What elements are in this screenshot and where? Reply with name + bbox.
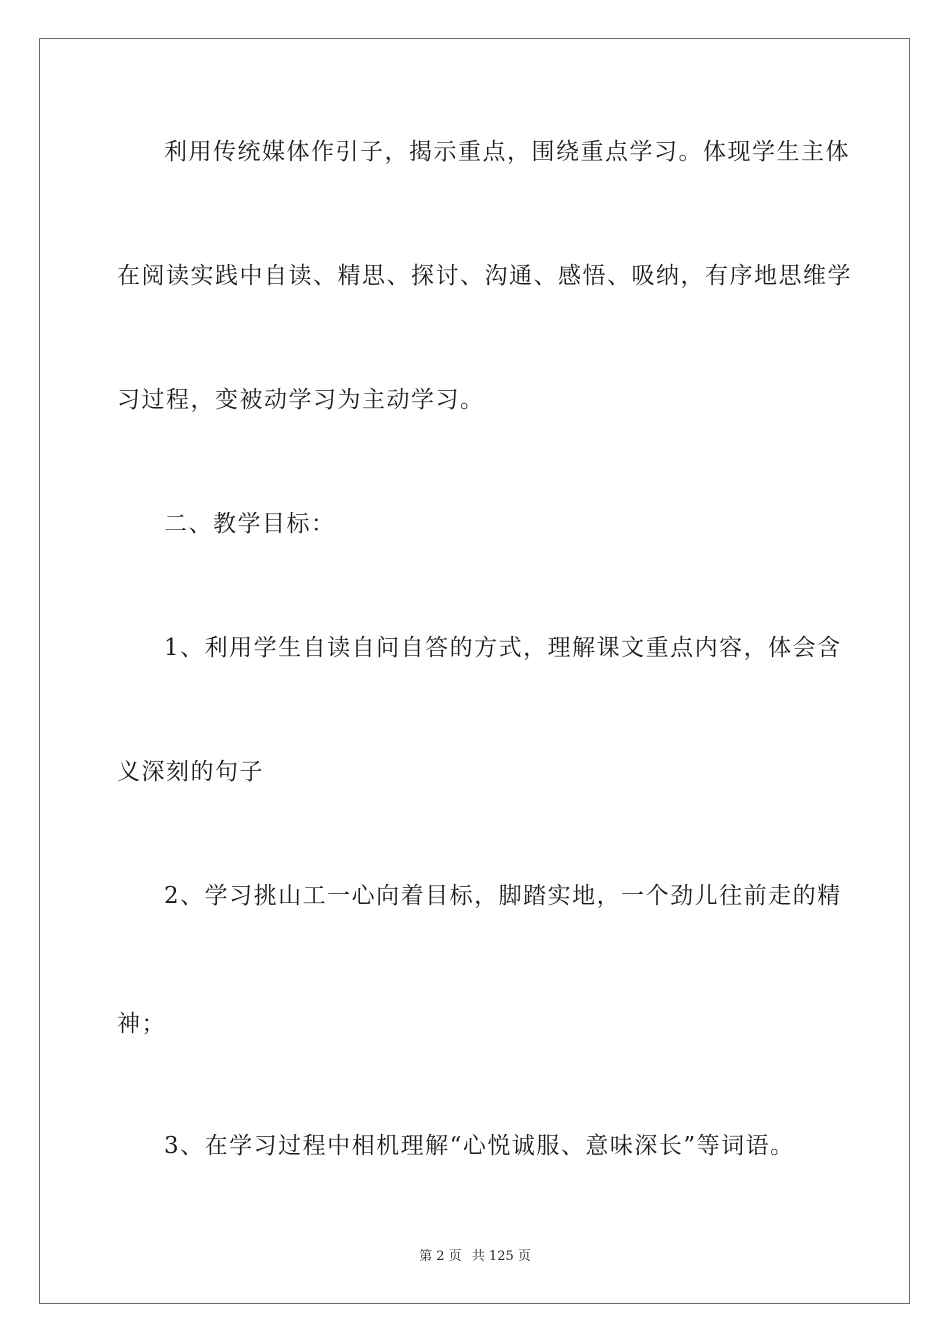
page-number: 第 2 页 <box>419 1249 462 1264</box>
paragraph-line-1: 利用传统媒体作引子，揭示重点，围绕重点学习。体现学生主体 <box>164 139 850 165</box>
paragraph-line-2: 在阅读实践中自读、精思、探讨、沟通、感悟、吸纳，有序地思维学 <box>117 263 852 289</box>
page-total: 共 125 页 <box>471 1249 531 1264</box>
paragraph-line-3: 习过程，变被动学习为主动学习。 <box>117 387 485 413</box>
objective-3-line-1: 3、在学习过程中相机理解“心悦诚服、意味深长”等词语。 <box>164 1133 795 1159</box>
page-frame <box>39 38 910 1304</box>
section-heading: 二、教学目标： <box>164 511 336 537</box>
objective-1-line-2: 义深刻的句子 <box>117 759 264 785</box>
objective-2-line-2: 神； <box>117 1011 166 1037</box>
objective-1-line-1: 1、利用学生自读自问自答的方式，理解课文重点内容，体会含 <box>164 635 842 661</box>
objective-2-line-1: 2、学习挑山工一心向着目标，脚踏实地，一个劲儿往前走的精 <box>164 883 842 909</box>
page-footer <box>0 1249 950 1265</box>
